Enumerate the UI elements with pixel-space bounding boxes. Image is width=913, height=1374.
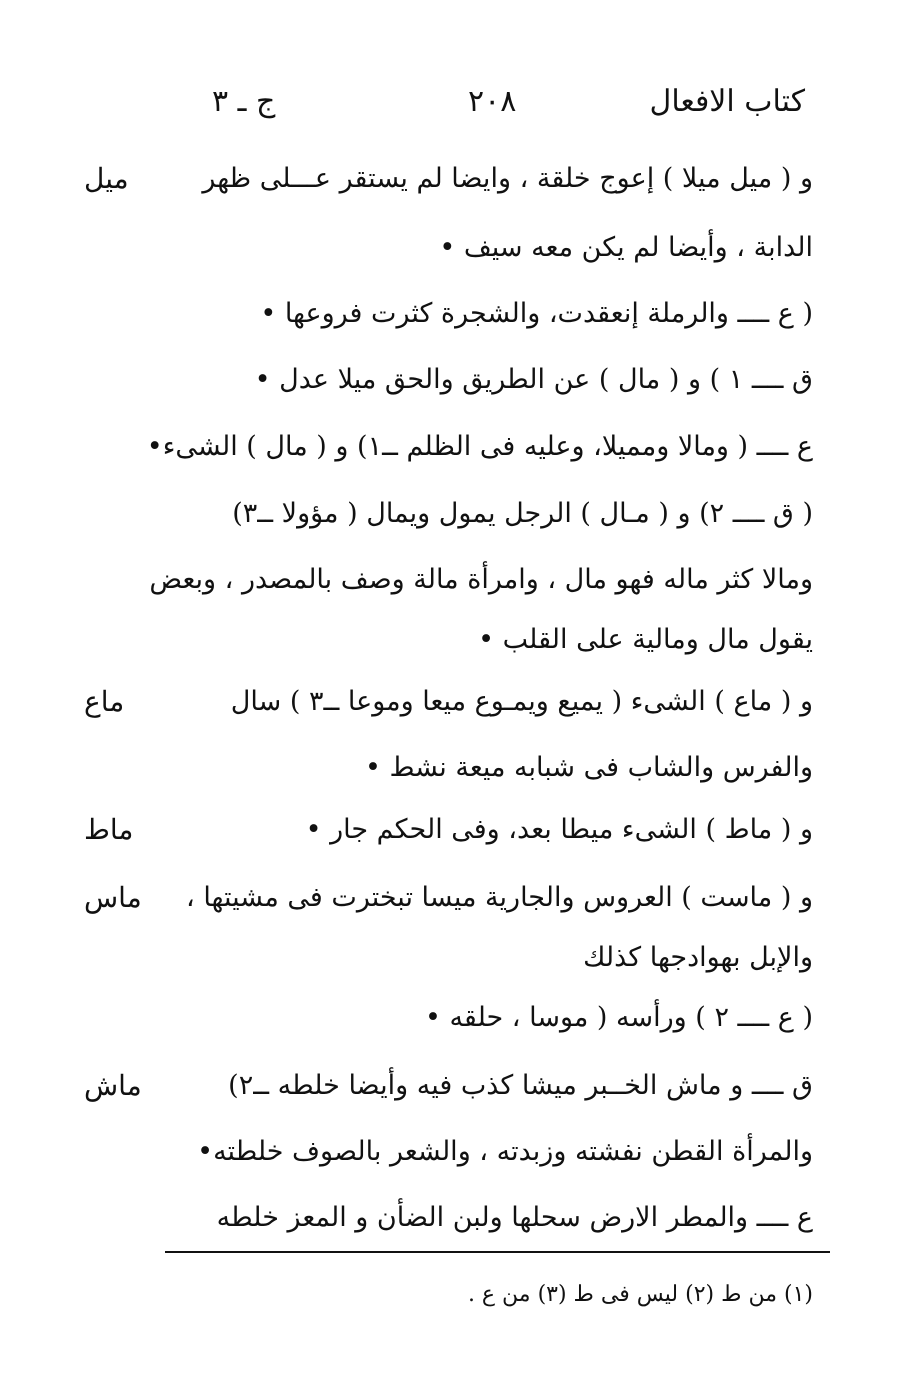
page-number: ٢٠٨ xyxy=(468,84,517,119)
text-line-16: والمرأة القطن نفشته وزبدته ، والشعر بالصوف خلطته• xyxy=(197,1136,813,1167)
text-line-11: و ( ماط ) الشىء ميطا بعد، وفى الحكم جار • xyxy=(305,814,813,845)
running-title: كتاب الافعال xyxy=(649,84,805,119)
footnote: (١) من ط (٢) ليس فى ط (٣) من ع . xyxy=(467,1282,813,1307)
text-line-6: ( ق ــــ ٢) و ( مـال ) الرجل يمول ويمال ( مؤولا ــ٣) xyxy=(232,498,813,529)
footnote-divider xyxy=(165,1251,830,1253)
text-line-2: الدابة ، وأيضا لم يكن معه سيف • xyxy=(439,232,813,263)
text-line-7: ومالا كثر ماله فهو مال ، وامرأة مالة وصف بالمصدر ، وبعض xyxy=(149,564,813,595)
margin-word-mil: ميل xyxy=(84,162,129,195)
text-line-13: والإبل بهوادجها كذلك xyxy=(583,942,813,973)
text-line-15: ق ــــ و ماش الخــبر ميشا كذب فيه وأيضا خلطه ــ٢) xyxy=(228,1070,813,1101)
text-line-8: يقول مال ومالية على القلب • xyxy=(478,624,813,655)
text-line-1: و ( ميل ميلا ) إعوج خلقة ، وايضا لم يستقر عـــلى ظهر xyxy=(202,163,813,194)
text-line-3: ( ع ــــ والرملة إنعقدت، والشجرة كثرت فروعها • xyxy=(260,298,813,329)
text-line-12: و ( ماست ) العروس والجارية ميسا تبخترت فى مشيتها ، xyxy=(186,882,813,913)
text-line-4: ق ــــ ١ ) و ( مال ) عن الطريق والحق ميلا عدل • xyxy=(254,364,813,395)
text-line-9: و ( ماع ) الشىء ( يميع ويمـوع ميعا وموعا ــ٣ ) سال xyxy=(230,686,813,717)
volume-label: ج ـ ٣ xyxy=(212,84,276,119)
margin-word-mash: ماش xyxy=(84,1069,142,1102)
margin-word-maa: ماع xyxy=(84,685,125,718)
text-line-5: ع ــــ ( ومالا ومميلا، وعليه فى الظلم ــ١) و ( مال ) الشىء• xyxy=(146,431,813,462)
text-line-14: ( ع ــــ ٢ ) ورأسه ( موسا ، حلقه • xyxy=(424,1002,813,1033)
text-line-17: ع ــــ والمطر الارض سحلها ولبن الضأن و المعز خلطه xyxy=(216,1202,813,1233)
text-line-10: والفرس والشاب فى شبابه ميعة نشط • xyxy=(365,752,813,783)
margin-word-mat: ماط xyxy=(84,813,134,846)
margin-word-mas: ماس xyxy=(84,881,142,914)
